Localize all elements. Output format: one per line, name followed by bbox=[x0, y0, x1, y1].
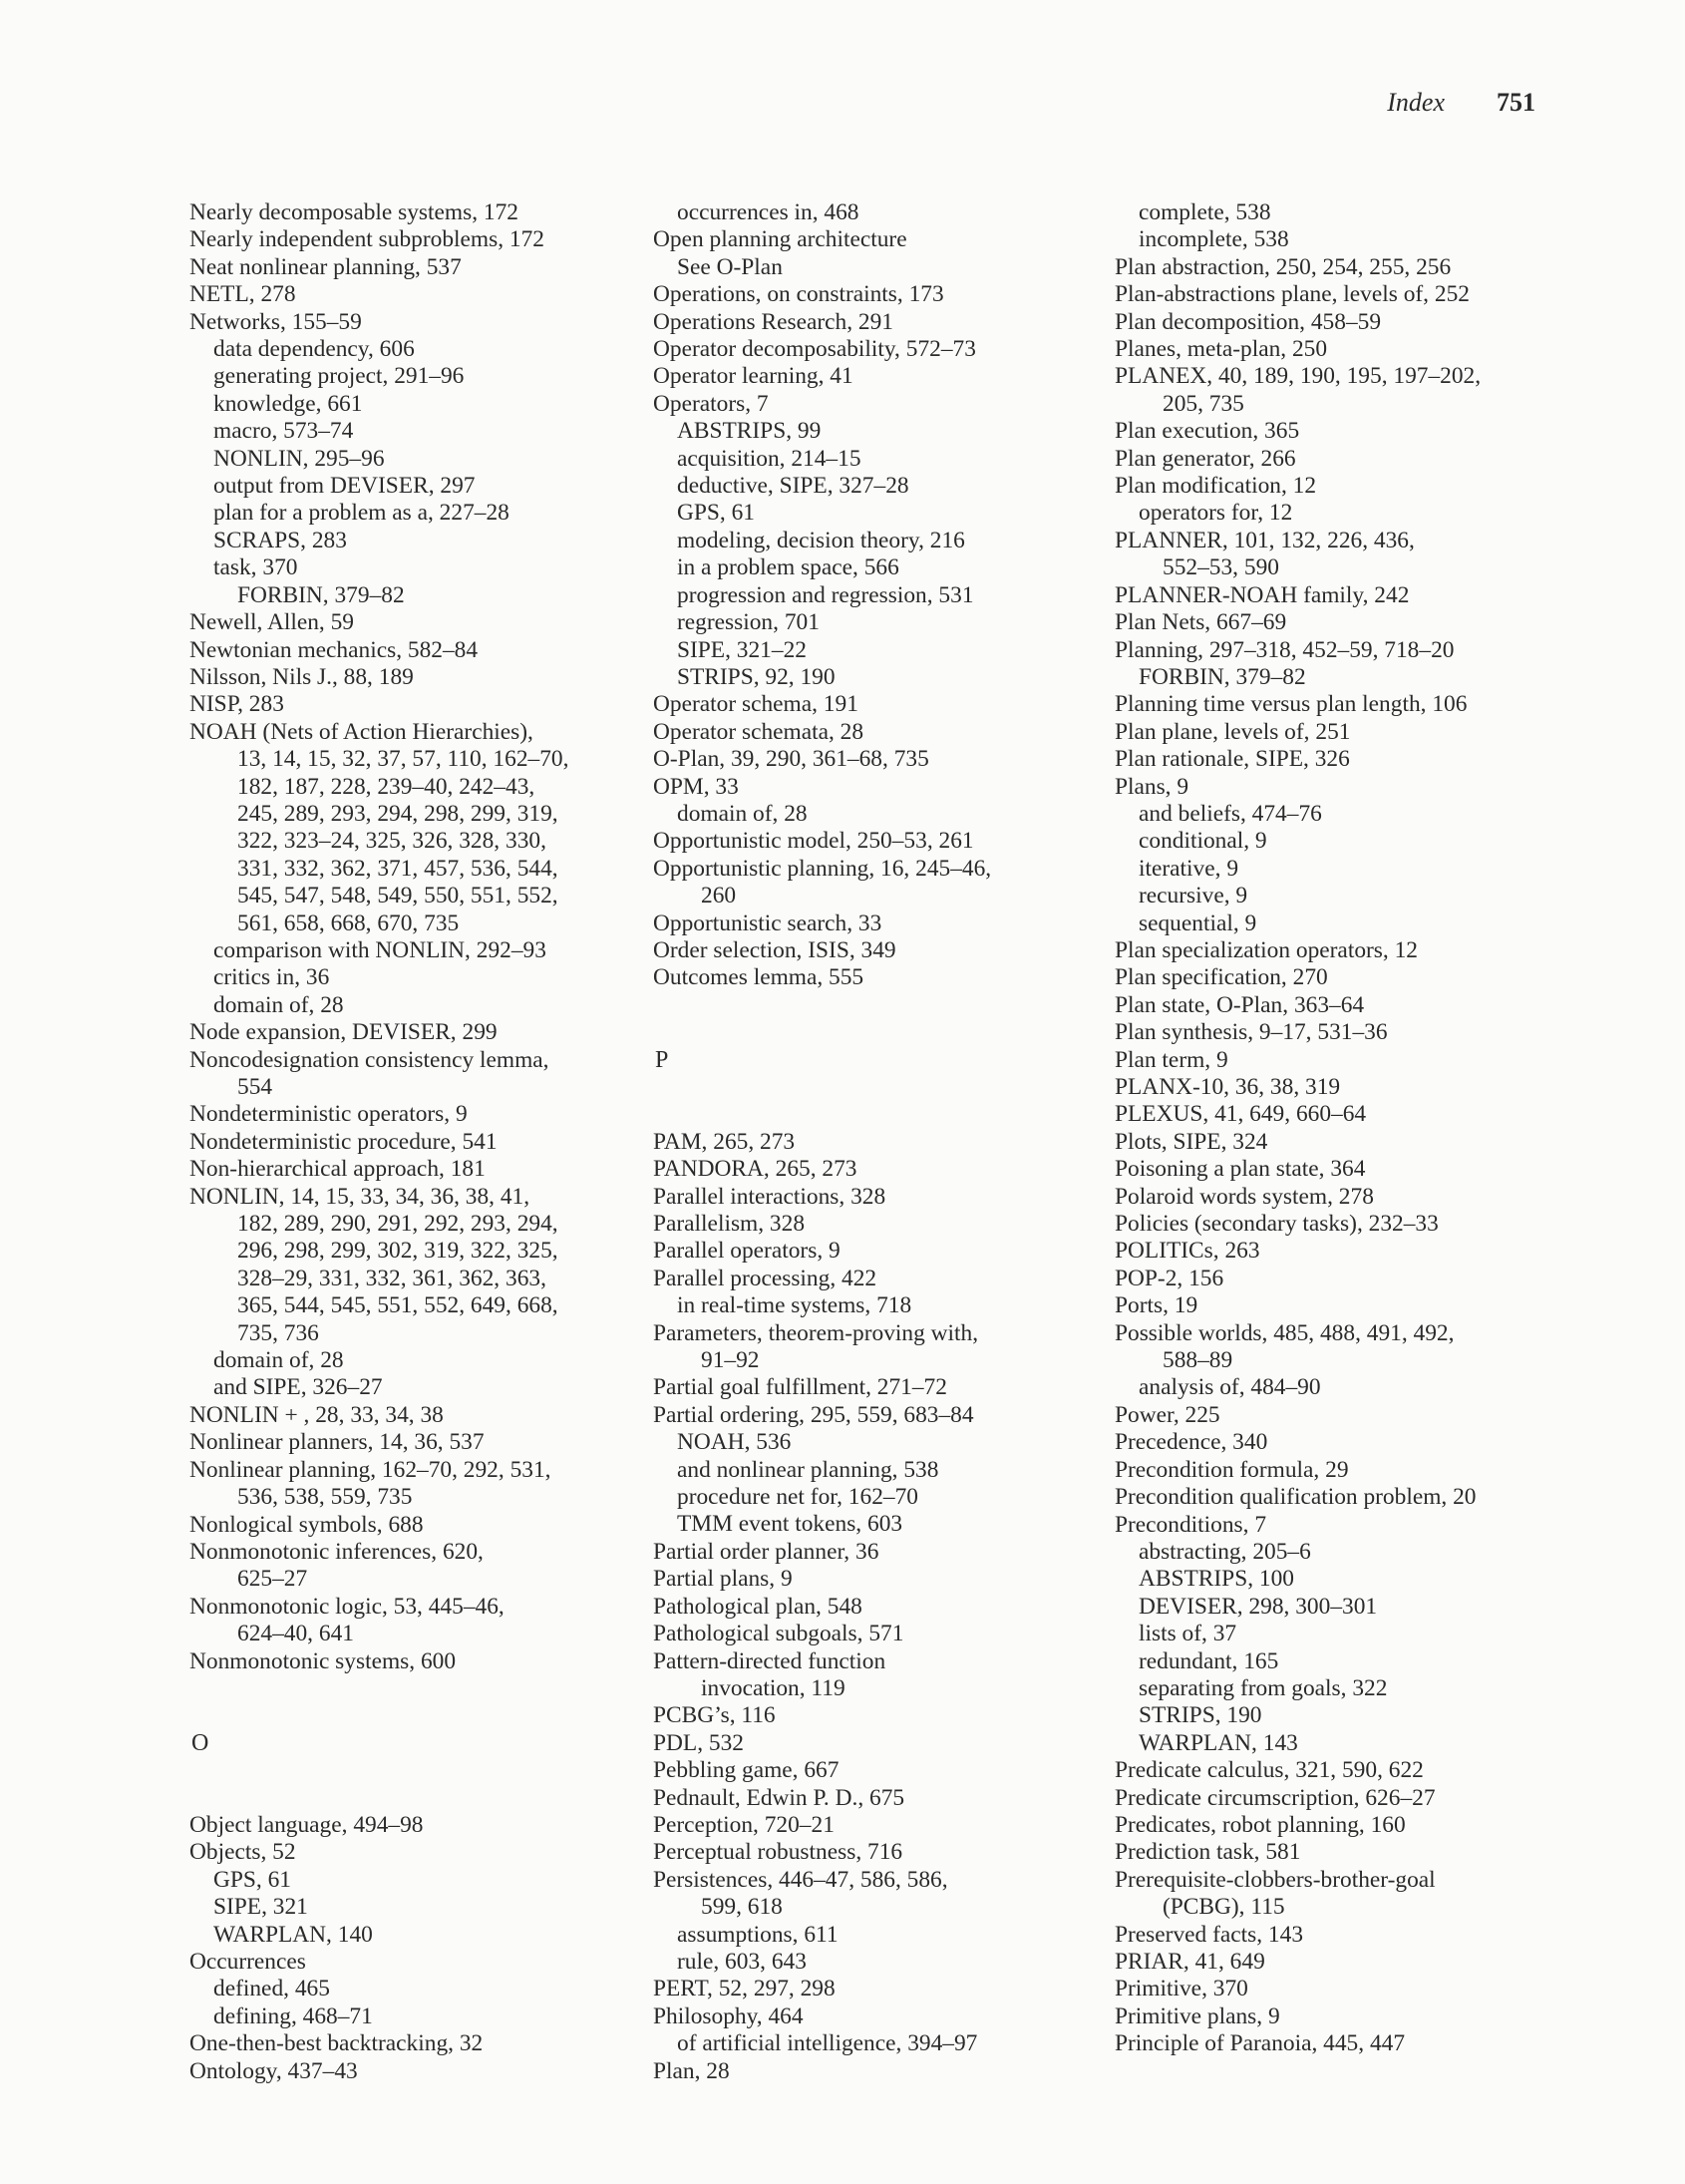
index-entry: NOAH (Nets of Action Hierarchies), bbox=[189, 718, 533, 745]
index-entry: Perceptual robustness, 716 bbox=[653, 1839, 903, 1866]
index-subentry: 182, 187, 228, 239–40, 242–43, bbox=[237, 773, 535, 800]
index-subentry: 552–53, 590 bbox=[1163, 554, 1279, 581]
index-subentry: 182, 289, 290, 291, 292, 293, 294, bbox=[237, 1211, 558, 1238]
index-subentry: STRIPS, 190 bbox=[1139, 1702, 1262, 1729]
index-subentry: task, 370 bbox=[213, 554, 298, 581]
index-subentry: 625–27 bbox=[237, 1566, 308, 1593]
section-spacer bbox=[189, 1675, 658, 1730]
index-subentry: SIPE, 321 bbox=[213, 1894, 308, 1921]
page-header bbox=[1387, 88, 1535, 118]
index-subentry: STRIPS, 92, 190 bbox=[677, 663, 836, 690]
index-subentry: 365, 544, 545, 551, 552, 649, 668, bbox=[237, 1292, 558, 1319]
index-subentry: incomplete, 538 bbox=[1139, 226, 1289, 253]
index-entry: Plan modification, 12 bbox=[1115, 473, 1317, 500]
index-subentry: procedure net for, 162–70 bbox=[677, 1484, 918, 1511]
index-entry: Plan plane, levels of, 251 bbox=[1115, 718, 1351, 745]
index-subentry: iterative, 9 bbox=[1139, 855, 1239, 882]
index-subentry: See O-Plan bbox=[677, 253, 783, 280]
index-entry: PERT, 52, 297, 298 bbox=[653, 1976, 836, 2002]
index-subentry: 536, 538, 559, 735 bbox=[237, 1484, 413, 1511]
index-subentry: 545, 547, 548, 549, 550, 551, 552, bbox=[237, 883, 558, 910]
index-subentry: 322, 323–24, 325, 326, 328, 330, bbox=[237, 828, 546, 855]
index-entry: Predicate calculus, 321, 590, 622 bbox=[1115, 1757, 1424, 1784]
index-entry: Objects, 52 bbox=[189, 1839, 296, 1866]
index-entry: Occurrences bbox=[189, 1948, 306, 1975]
index-entry: Neat nonlinear planning, 537 bbox=[189, 253, 462, 280]
index-subentry: plan for a problem as a, 227–28 bbox=[213, 500, 509, 527]
index-entry: One-then-best backtracking, 32 bbox=[189, 2030, 484, 2057]
index-entry: Primitive, 370 bbox=[1115, 1976, 1248, 2002]
index-subentry: 205, 735 bbox=[1163, 390, 1244, 417]
running-head: Index bbox=[1387, 88, 1445, 117]
index-entry: Plans, 9 bbox=[1115, 773, 1189, 800]
index-entry: Opportunistic search, 33 bbox=[653, 910, 882, 936]
index-subentry: occurrences in, 468 bbox=[677, 199, 859, 225]
index-entry: Pattern-directed function bbox=[653, 1647, 886, 1674]
index-entry: Nilsson, Nils J., 88, 189 bbox=[189, 663, 414, 690]
index-subentry: domain of, 28 bbox=[213, 1347, 344, 1374]
section-letter: P bbox=[655, 1046, 669, 1073]
index-entry: NONLIN + , 28, 33, 34, 38 bbox=[189, 1401, 444, 1428]
index-entry: Principle of Paranoia, 445, 447 bbox=[1115, 2030, 1406, 2057]
index-entry: Ports, 19 bbox=[1115, 1292, 1198, 1319]
index-subentry: 554 bbox=[237, 1074, 273, 1100]
index-subentry: NONLIN, 295–96 bbox=[213, 445, 385, 472]
index-entry: Philosophy, 464 bbox=[653, 2002, 804, 2029]
index-subentry: recursive, 9 bbox=[1139, 883, 1248, 910]
index-subentry: 245, 289, 293, 294, 298, 299, 319, bbox=[237, 800, 558, 827]
index-entry: NETL, 278 bbox=[189, 281, 296, 308]
index-entry: Nondeterministic operators, 9 bbox=[189, 1101, 468, 1128]
index-subentry: TMM event tokens, 603 bbox=[677, 1511, 903, 1538]
index-subentry: 735, 736 bbox=[237, 1319, 319, 1346]
index-entry: Newell, Allen, 59 bbox=[189, 609, 355, 636]
index-subentry: sequential, 9 bbox=[1139, 910, 1257, 936]
index-entry: Opportunistic planning, 16, 245–46, bbox=[653, 855, 992, 882]
index-entry: Operator learning, 41 bbox=[653, 363, 853, 390]
index-entry: Persistences, 446–47, 586, 586, bbox=[653, 1866, 948, 1893]
index-subentry: analysis of, 484–90 bbox=[1139, 1374, 1321, 1401]
index-entry: Order selection, ISIS, 349 bbox=[653, 936, 896, 963]
index-entry: Prerequisite-clobbers-brother-goal bbox=[1115, 1866, 1436, 1893]
index-subentry: critics in, 36 bbox=[213, 964, 330, 991]
index-entry: Plan rationale, SIPE, 326 bbox=[1115, 746, 1350, 773]
index-subentry: acquisition, 214–15 bbox=[677, 445, 861, 472]
index-subentry: domain of, 28 bbox=[677, 800, 808, 827]
index-subentry: domain of, 28 bbox=[213, 991, 344, 1018]
index-subentry: lists of, 37 bbox=[1139, 1621, 1237, 1647]
index-subentry: redundant, 165 bbox=[1139, 1647, 1279, 1674]
index-entry: PLEXUS, 41, 649, 660–64 bbox=[1115, 1101, 1367, 1128]
index-entry: PCBG’s, 116 bbox=[653, 1702, 776, 1729]
index-entry: Operators, 7 bbox=[653, 390, 769, 417]
index-entry: Power, 225 bbox=[1115, 1401, 1220, 1428]
index-entry: Partial goal fulfillment, 271–72 bbox=[653, 1374, 947, 1401]
index-subentry: ABSTRIPS, 99 bbox=[677, 418, 822, 445]
index-entry: Parallel operators, 9 bbox=[653, 1238, 841, 1265]
index-entry: Parallel processing, 422 bbox=[653, 1265, 877, 1291]
index-entry: PANDORA, 265, 273 bbox=[653, 1156, 857, 1183]
index-entry: Plan, 28 bbox=[653, 2057, 730, 2084]
section-spacer bbox=[653, 992, 1122, 1047]
index-entry: Precondition qualification problem, 20 bbox=[1115, 1484, 1477, 1511]
section-spacer bbox=[189, 1757, 658, 1812]
index-subentry: defined, 465 bbox=[213, 1976, 330, 2002]
index-subentry: FORBIN, 379–82 bbox=[237, 581, 405, 608]
index-subentry: complete, 538 bbox=[1139, 199, 1271, 225]
index-subentry: data dependency, 606 bbox=[213, 336, 415, 363]
index-entry: Primitive plans, 9 bbox=[1115, 2002, 1280, 2029]
index-column-1 bbox=[189, 199, 658, 2085]
index-entry: POLITICs, 263 bbox=[1115, 1238, 1260, 1265]
index-entry: Non-hierarchical approach, 181 bbox=[189, 1156, 486, 1183]
index-entry: Nonlinear planning, 162–70, 292, 531, bbox=[189, 1456, 551, 1483]
index-entry: Nonmonotonic logic, 53, 445–46, bbox=[189, 1593, 505, 1620]
section-letter: O bbox=[191, 1729, 209, 1756]
index-entry: Newtonian mechanics, 582–84 bbox=[189, 636, 479, 663]
index-subentry: macro, 573–74 bbox=[213, 418, 354, 445]
index-subentry: abstracting, 205–6 bbox=[1139, 1538, 1311, 1565]
index-subentry: progression and regression, 531 bbox=[677, 581, 974, 608]
index-entry: Nonlinear planners, 14, 36, 537 bbox=[189, 1429, 485, 1456]
index-entry: Pebbling game, 667 bbox=[653, 1757, 840, 1784]
index-entry: Plan-abstractions plane, levels of, 252 bbox=[1115, 281, 1470, 308]
index-subentry: 624–40, 641 bbox=[237, 1621, 354, 1647]
index-subentry: deductive, SIPE, 327–28 bbox=[677, 473, 909, 500]
index-subentry: WARPLAN, 143 bbox=[1139, 1729, 1298, 1756]
index-subentry: assumptions, 611 bbox=[677, 1921, 839, 1948]
index-subentry: 296, 298, 299, 302, 319, 322, 325, bbox=[237, 1238, 558, 1265]
index-entry: Poisoning a plan state, 364 bbox=[1115, 1156, 1366, 1183]
index-entry: Pathological plan, 548 bbox=[653, 1593, 862, 1620]
index-entry: POP-2, 156 bbox=[1115, 1265, 1224, 1291]
index-entry: Plan state, O-Plan, 363–64 bbox=[1115, 991, 1365, 1018]
index-subentry: 331, 332, 362, 371, 457, 536, 544, bbox=[237, 855, 558, 882]
index-entry: Noncodesignation consistency lemma, bbox=[189, 1046, 549, 1073]
index-entry: Plan synthesis, 9–17, 531–36 bbox=[1115, 1019, 1388, 1046]
index-entry: Object language, 494–98 bbox=[189, 1811, 424, 1838]
index-subentry: 328–29, 331, 332, 361, 362, 363, bbox=[237, 1265, 546, 1291]
index-entry: Partial ordering, 295, 559, 683–84 bbox=[653, 1401, 974, 1428]
index-entry: Opportunistic model, 250–53, 261 bbox=[653, 828, 974, 855]
index-subentry: knowledge, 661 bbox=[213, 390, 363, 417]
index-subentry: separating from goals, 322 bbox=[1139, 1674, 1388, 1701]
index-subentry: 588–89 bbox=[1163, 1347, 1233, 1374]
index-entry: PRIAR, 41, 649 bbox=[1115, 1949, 1265, 1975]
index-entry: Preserved facts, 143 bbox=[1115, 1921, 1304, 1948]
index-entry: OPM, 33 bbox=[653, 773, 739, 800]
index-entry: Policies (secondary tasks), 232–33 bbox=[1115, 1211, 1439, 1238]
index-entry: Parallelism, 328 bbox=[653, 1211, 806, 1237]
index-entry: Nondeterministic procedure, 541 bbox=[189, 1128, 498, 1155]
index-subentry: 561, 658, 668, 670, 735 bbox=[237, 910, 460, 936]
index-subentry: in a problem space, 566 bbox=[677, 554, 899, 581]
index-subentry: operators for, 12 bbox=[1139, 500, 1293, 527]
index-entry: Plots, SIPE, 324 bbox=[1115, 1128, 1268, 1155]
index-entry: Precondition formula, 29 bbox=[1115, 1456, 1349, 1483]
index-entry: Prediction task, 581 bbox=[1115, 1839, 1301, 1866]
index-entry: Planning, 297–318, 452–59, 718–20 bbox=[1115, 636, 1455, 663]
index-entry: Planning time versus plan length, 106 bbox=[1115, 691, 1468, 718]
index-entry: PLANNER, 101, 132, 226, 436, bbox=[1115, 527, 1415, 553]
index-entry: Networks, 155–59 bbox=[189, 308, 362, 335]
index-entry: Nearly independent subproblems, 172 bbox=[189, 226, 544, 253]
index-subentry: invocation, 119 bbox=[701, 1674, 845, 1701]
index-subentry: 599, 618 bbox=[701, 1894, 783, 1921]
index-entry: Open planning architecture bbox=[653, 226, 907, 253]
index-entry: Pednault, Edwin P. D., 675 bbox=[653, 1784, 905, 1811]
index-subentry: FORBIN, 379–82 bbox=[1139, 663, 1306, 690]
index-entry: Ontology, 437–43 bbox=[189, 2057, 358, 2084]
index-entry: PLANX-10, 36, 38, 319 bbox=[1115, 1074, 1341, 1100]
index-entry: Plan generator, 266 bbox=[1115, 445, 1296, 472]
index-subentry: rule, 603, 643 bbox=[677, 1948, 807, 1975]
index-subentry: in real-time systems, 718 bbox=[677, 1292, 912, 1319]
index-entry: Operations Research, 291 bbox=[653, 308, 893, 335]
index-subentry: DEVISER, 298, 300–301 bbox=[1139, 1593, 1378, 1620]
index-entry: PLANNER-NOAH family, 242 bbox=[1115, 581, 1410, 608]
index-entry: Partial plans, 9 bbox=[653, 1566, 793, 1593]
index-entry: Nonmonotonic systems, 600 bbox=[189, 1647, 457, 1674]
index-entry: Plan abstraction, 250, 254, 255, 256 bbox=[1115, 253, 1452, 280]
index-subentry: defining, 468–71 bbox=[213, 2002, 373, 2029]
index-subentry: conditional, 9 bbox=[1139, 828, 1267, 855]
index-entry: PDL, 532 bbox=[653, 1729, 744, 1756]
index-entry: Pathological subgoals, 571 bbox=[653, 1621, 904, 1647]
index-entry: Nearly decomposable systems, 172 bbox=[189, 199, 518, 225]
index-subentry: ABSTRIPS, 100 bbox=[1139, 1566, 1294, 1593]
index-entry: Nonmonotonic inferences, 620, bbox=[189, 1538, 484, 1565]
index-subentry: SCRAPS, 283 bbox=[213, 527, 347, 553]
index-subentry: WARPLAN, 140 bbox=[213, 1921, 373, 1948]
index-entry: Preconditions, 7 bbox=[1115, 1511, 1267, 1538]
index-entry: Planes, meta-plan, 250 bbox=[1115, 336, 1328, 363]
index-entry: O-Plan, 39, 290, 361–68, 735 bbox=[653, 746, 929, 773]
index-entry: PLANEX, 40, 189, 190, 195, 197–202, bbox=[1115, 363, 1482, 390]
index-subentry: GPS, 61 bbox=[677, 500, 755, 527]
index-subentry: output from DEVISER, 297 bbox=[213, 473, 476, 500]
index-entry: NONLIN, 14, 15, 33, 34, 36, 38, 41, bbox=[189, 1183, 530, 1210]
index-entry: Parameters, theorem-proving with, bbox=[653, 1319, 979, 1346]
index-entry: Operator schema, 191 bbox=[653, 691, 858, 718]
index-subentry: 91–92 bbox=[701, 1347, 760, 1374]
index-subentry: regression, 701 bbox=[677, 609, 820, 636]
section-spacer bbox=[653, 1074, 1122, 1129]
index-subentry: modeling, decision theory, 216 bbox=[677, 527, 965, 553]
page-number: 751 bbox=[1497, 88, 1535, 117]
index-entry: Plan execution, 365 bbox=[1115, 418, 1300, 445]
index-subentry: 13, 14, 15, 32, 37, 57, 110, 162–70, bbox=[237, 746, 569, 773]
index-entry: Perception, 720–21 bbox=[653, 1811, 835, 1838]
index-subentry: and beliefs, 474–76 bbox=[1139, 800, 1322, 827]
index-subentry: of artificial intelligence, 394–97 bbox=[677, 2030, 978, 2057]
index-entry: Predicate circumscription, 626–27 bbox=[1115, 1784, 1436, 1811]
index-entry: Plan term, 9 bbox=[1115, 1046, 1228, 1073]
index-entry: NISP, 283 bbox=[189, 691, 284, 718]
index-subentry: SIPE, 321–22 bbox=[677, 636, 807, 663]
index-subentry: and nonlinear planning, 538 bbox=[677, 1456, 939, 1483]
index-entry: Polaroid words system, 278 bbox=[1115, 1183, 1374, 1210]
index-subentry: GPS, 61 bbox=[213, 1866, 291, 1893]
index-column-3 bbox=[1115, 199, 1583, 2058]
index-subentry: and SIPE, 326–27 bbox=[213, 1374, 383, 1401]
index-subentry: 260 bbox=[701, 883, 737, 910]
index-entry: Plan specification, 270 bbox=[1115, 964, 1328, 991]
index-entry: Operator decomposability, 572–73 bbox=[653, 336, 976, 363]
index-subentry: (PCBG), 115 bbox=[1163, 1894, 1285, 1921]
index-entry: Outcomes lemma, 555 bbox=[653, 964, 864, 991]
index-entry: Predicates, robot planning, 160 bbox=[1115, 1811, 1406, 1838]
index-entry: Plan decomposition, 458–59 bbox=[1115, 308, 1382, 335]
index-subentry: NOAH, 536 bbox=[677, 1429, 792, 1456]
index-entry: Operations, on constraints, 173 bbox=[653, 281, 944, 308]
index-subentry: generating project, 291–96 bbox=[213, 363, 465, 390]
index-entry: Node expansion, DEVISER, 299 bbox=[189, 1019, 498, 1046]
index-entry: Nonlogical symbols, 688 bbox=[189, 1511, 424, 1538]
index-entry: Partial order planner, 36 bbox=[653, 1538, 879, 1565]
index-subentry: comparison with NONLIN, 292–93 bbox=[213, 936, 546, 963]
index-entry: Possible worlds, 485, 488, 491, 492, bbox=[1115, 1319, 1455, 1346]
index-entry: Plan Nets, 667–69 bbox=[1115, 609, 1287, 636]
index-entry: PAM, 265, 273 bbox=[653, 1128, 796, 1155]
index-column-2 bbox=[653, 199, 1122, 2085]
index-entry: Parallel interactions, 328 bbox=[653, 1183, 886, 1210]
index-entry: Precedence, 340 bbox=[1115, 1429, 1268, 1456]
index-entry: Plan specialization operators, 12 bbox=[1115, 936, 1418, 963]
index-entry: Operator schemata, 28 bbox=[653, 718, 864, 745]
